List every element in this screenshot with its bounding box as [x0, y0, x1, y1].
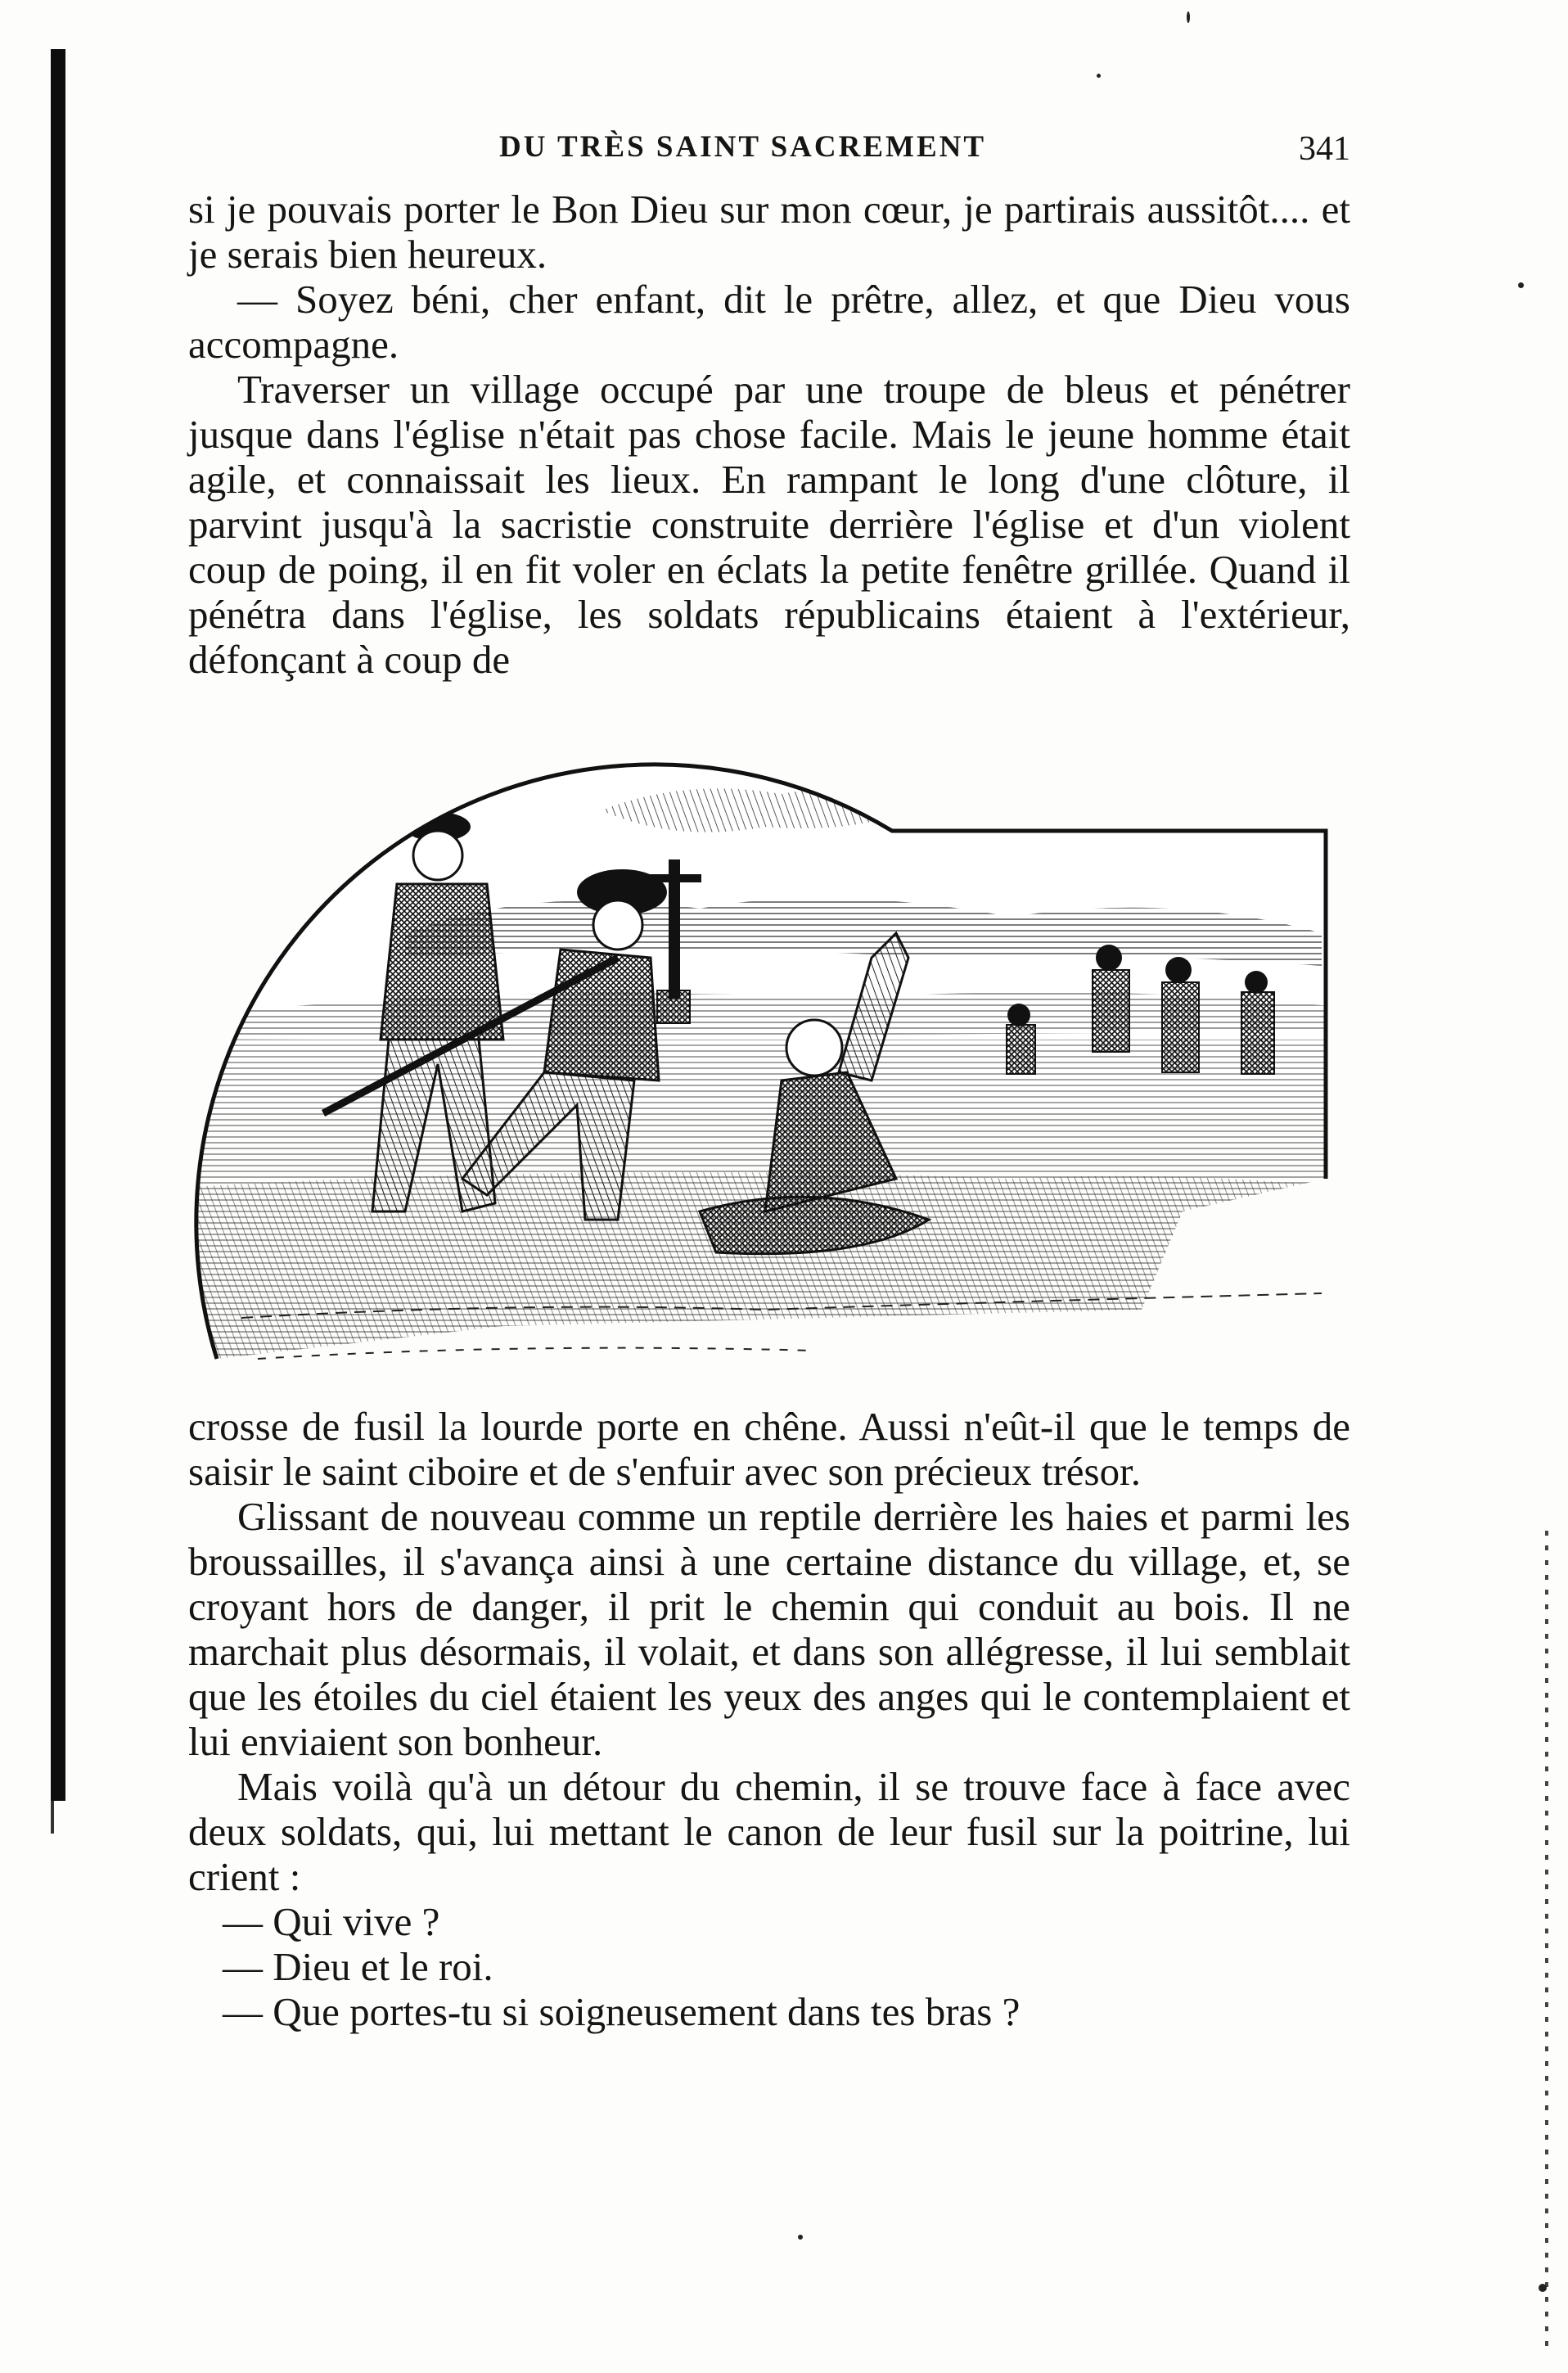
paragraph: Glissant de nouveau comme un reptile derrière les haies et parmi les broussailles, il s'avança ainsi à une certaine distance du village, et, se croyant hors de danger, il prit le chemin qui conduit au bois. Il ne marchait plus désormais, il volait, et dans son allégresse, il lui semblait que les étoiles du ciel étaient les yeux des anges qui le contemplaient et lui enviaient son bonheur.	[188, 1494, 1350, 1764]
scan-speck	[1539, 2284, 1547, 2292]
body-text-bottom	[188, 1404, 1350, 2034]
running-title: DU TRÈS SAINT SACREMENT	[499, 130, 987, 164]
scene	[192, 688, 1338, 1392]
scan-speck	[1187, 11, 1190, 23]
page-header	[188, 129, 1350, 178]
paragraph: — Soyez béni, cher enfant, dit le prêtre, allez, et que Dieu vous accompagne.	[188, 277, 1350, 367]
paragraph: Mais voilà qu'à un détour du chemin, il se trouve face à face avec deux soldats, qui, lui mettant le canon de leur fusil sur la poitrine, lui crient :	[188, 1764, 1350, 1899]
scan-speck	[1097, 74, 1101, 78]
paragraph: Traverser un village occupé par une troupe de bleus et pénétrer jusque dans l'église n'était pas chose facile. Mais le jeune homme était agile, et connaissait les lieux. En rampant le long d'une clôture, il parvint jusqu'à la sacristie construite derrière l'église et d'un violent coup de poing, il en fit voler en éclats la petite fenêtre grillée. Quand il pénétra dans l'église, les soldats républicains étaient à l'extérieur, défonçant à coup de	[188, 367, 1350, 682]
dialogue-line: — Dieu et le roi.	[223, 1944, 493, 1989]
left-margin-rule	[51, 49, 65, 1801]
page-number: 341	[1299, 130, 1350, 168]
paragraph: si je pouvais porter le Bon Dieu sur mon cœur, je partirais aussitôt.... et je serais bien heureux.	[188, 187, 1350, 277]
dialogue-line: — Qui vive ?	[223, 1899, 440, 1944]
left-margin-rule-tail	[51, 1801, 54, 1834]
body-text-top	[188, 187, 1350, 682]
engraving-illustration	[192, 688, 1338, 1392]
scan-speck	[1518, 282, 1524, 288]
dialogue-line: — Que portes-tu si soigneusement dans tes bras ?	[223, 1989, 1021, 2034]
paragraph: crosse de fusil la lourde porte en chêne. Aussi n'eût-il que le temps de saisir le saint ciboire et de s'enfuir avec son précieux trésor.	[188, 1404, 1350, 1494]
right-margin-dotted-line	[1545, 1531, 1548, 2349]
scan-speck	[798, 2235, 803, 2240]
